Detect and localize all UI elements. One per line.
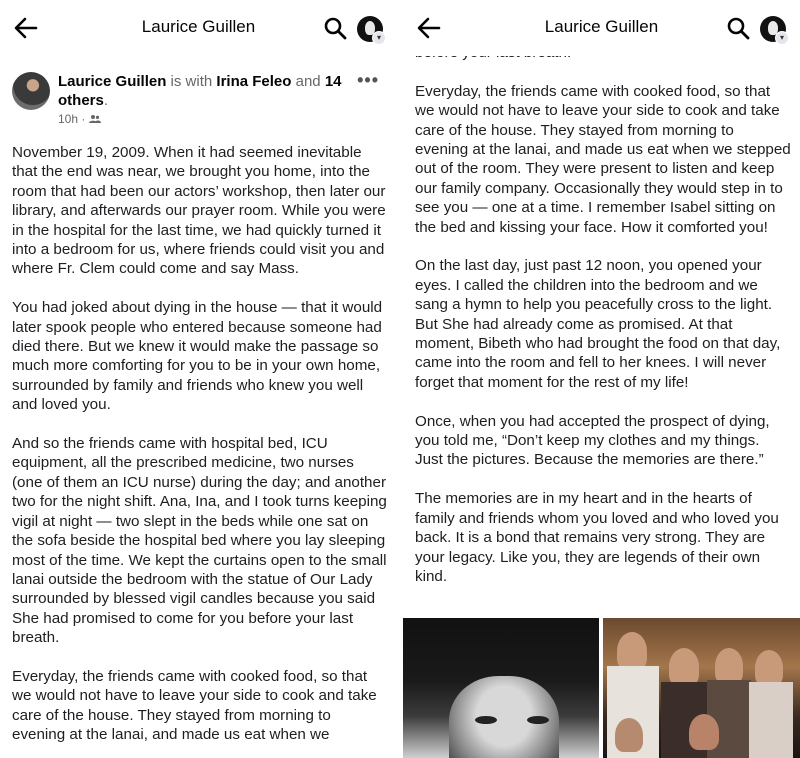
author-avatar[interactable] [12,72,50,110]
post-photos[interactable] [403,618,800,758]
top-bar [403,0,800,56]
page-title: Laurice Guillen [544,17,659,36]
profile-avatar-icon[interactable] [357,16,383,42]
post-paragraph: And so the friends came with hospital bed, ICU equipment, all the prescribed medicine, two nurses (one of them an ICU nurse) during the day; and another two for the night shift. Ana, Ina, and I took turns keeping vigil at night — two slept in the beds while one sat on the sofa beside the hospital bed where you lay sleeping most of the time. We kept the curtains open to the small lanai outside the bedroom with the statue of Our Lady surrounded by blessed vigil candles because you said She had promised to come for you before your last breath. [12,435,387,647]
period-text: . [103,92,109,109]
photo-group[interactable] [603,618,800,758]
post-author-line [58,72,348,110]
post-body [12,143,388,758]
chevron-down-icon: ▾ [775,31,789,45]
more-options-icon[interactable]: ••• [357,70,379,90]
post-paragraph: You had joked about dying in the house — that it would later spook people who entered because someone had died there. But we knew it would make the passage so much more comforting for you to be in your own home, surrounded by family and friends who knew you well and loved you. [12,299,383,414]
chevron-down-icon: ▾ [372,31,386,45]
post-header [12,70,387,130]
page-title: Laurice Guillen [141,17,256,36]
top-bar [0,0,397,56]
profile-avatar-icon[interactable] [760,16,786,42]
and-text: and [295,73,321,90]
with-text: is with [170,73,213,90]
post-paragraph: November 19, 2009. When it had seemed inevitable that the end was near, we brought you home, into the room that had been our actors’ workshop, then later our library, and afterwards our prayer room. While you were in the hospital for the last time, we had quickly turned it into a bedroom for us, where friends could visit you and where Fr. Clem could come and say Mass. [12,144,386,278]
post-paragraph: On the last day, just past 12 noon, you opened your eyes. I called the children into the bedroom and we sang a hymn to help you peacefully cross to the light. But She had already come as promised. At that moment, Bibeth who had brought the food on that day, came into the room and fell to her knees. I will never forget that moment for the rest of my life! [415,257,781,391]
post-body [415,43,791,606]
left-screen [0,0,397,758]
photo-portrait[interactable] [403,618,599,758]
post-time[interactable]: 10h [58,112,79,126]
post-paragraph: Once, when you had accepted the prospect of dying, you told me, “Don’t keep my clothes and my things. Just the pictures. Because the memories are there.” [415,412,770,469]
tagged-others[interactable]: 14 others [58,73,342,109]
friends-audience-icon [89,114,101,124]
author-name[interactable]: Laurice Guillen [58,73,167,90]
post-paragraph: Everyday, the friends came with cooked food, so that we would not have to leave your side to cook and take care of the house. They stayed from morning to evening at the lanai, and made us eat when we stepped out of the room. They were present to listen and keep our family company. Occasionally they would step in to see you — one at a time. I remember Isabel sitting on the bed and kissing your face. How it comforted you! [415,82,791,236]
tagged-friend[interactable]: Irina Feleo [216,73,292,90]
meta-separator: · [81,112,86,126]
search-icon[interactable] [323,16,347,40]
post-paragraph: Everyday, the friends came with cooked food, so that we would not have to leave your side to cook and take care of the house. They stayed from morning to evening at the lanai, and made us eat when we [12,667,377,744]
right-screen [403,0,800,758]
post-paragraph: The memories are in my heart and in the hearts of family and friends whom you loved and who loved you back. It is a bond that remains very strong. They are your legacy. Like you, they are legends of their own kind. [415,490,779,585]
post-meta [58,112,101,126]
search-icon[interactable] [726,16,750,40]
